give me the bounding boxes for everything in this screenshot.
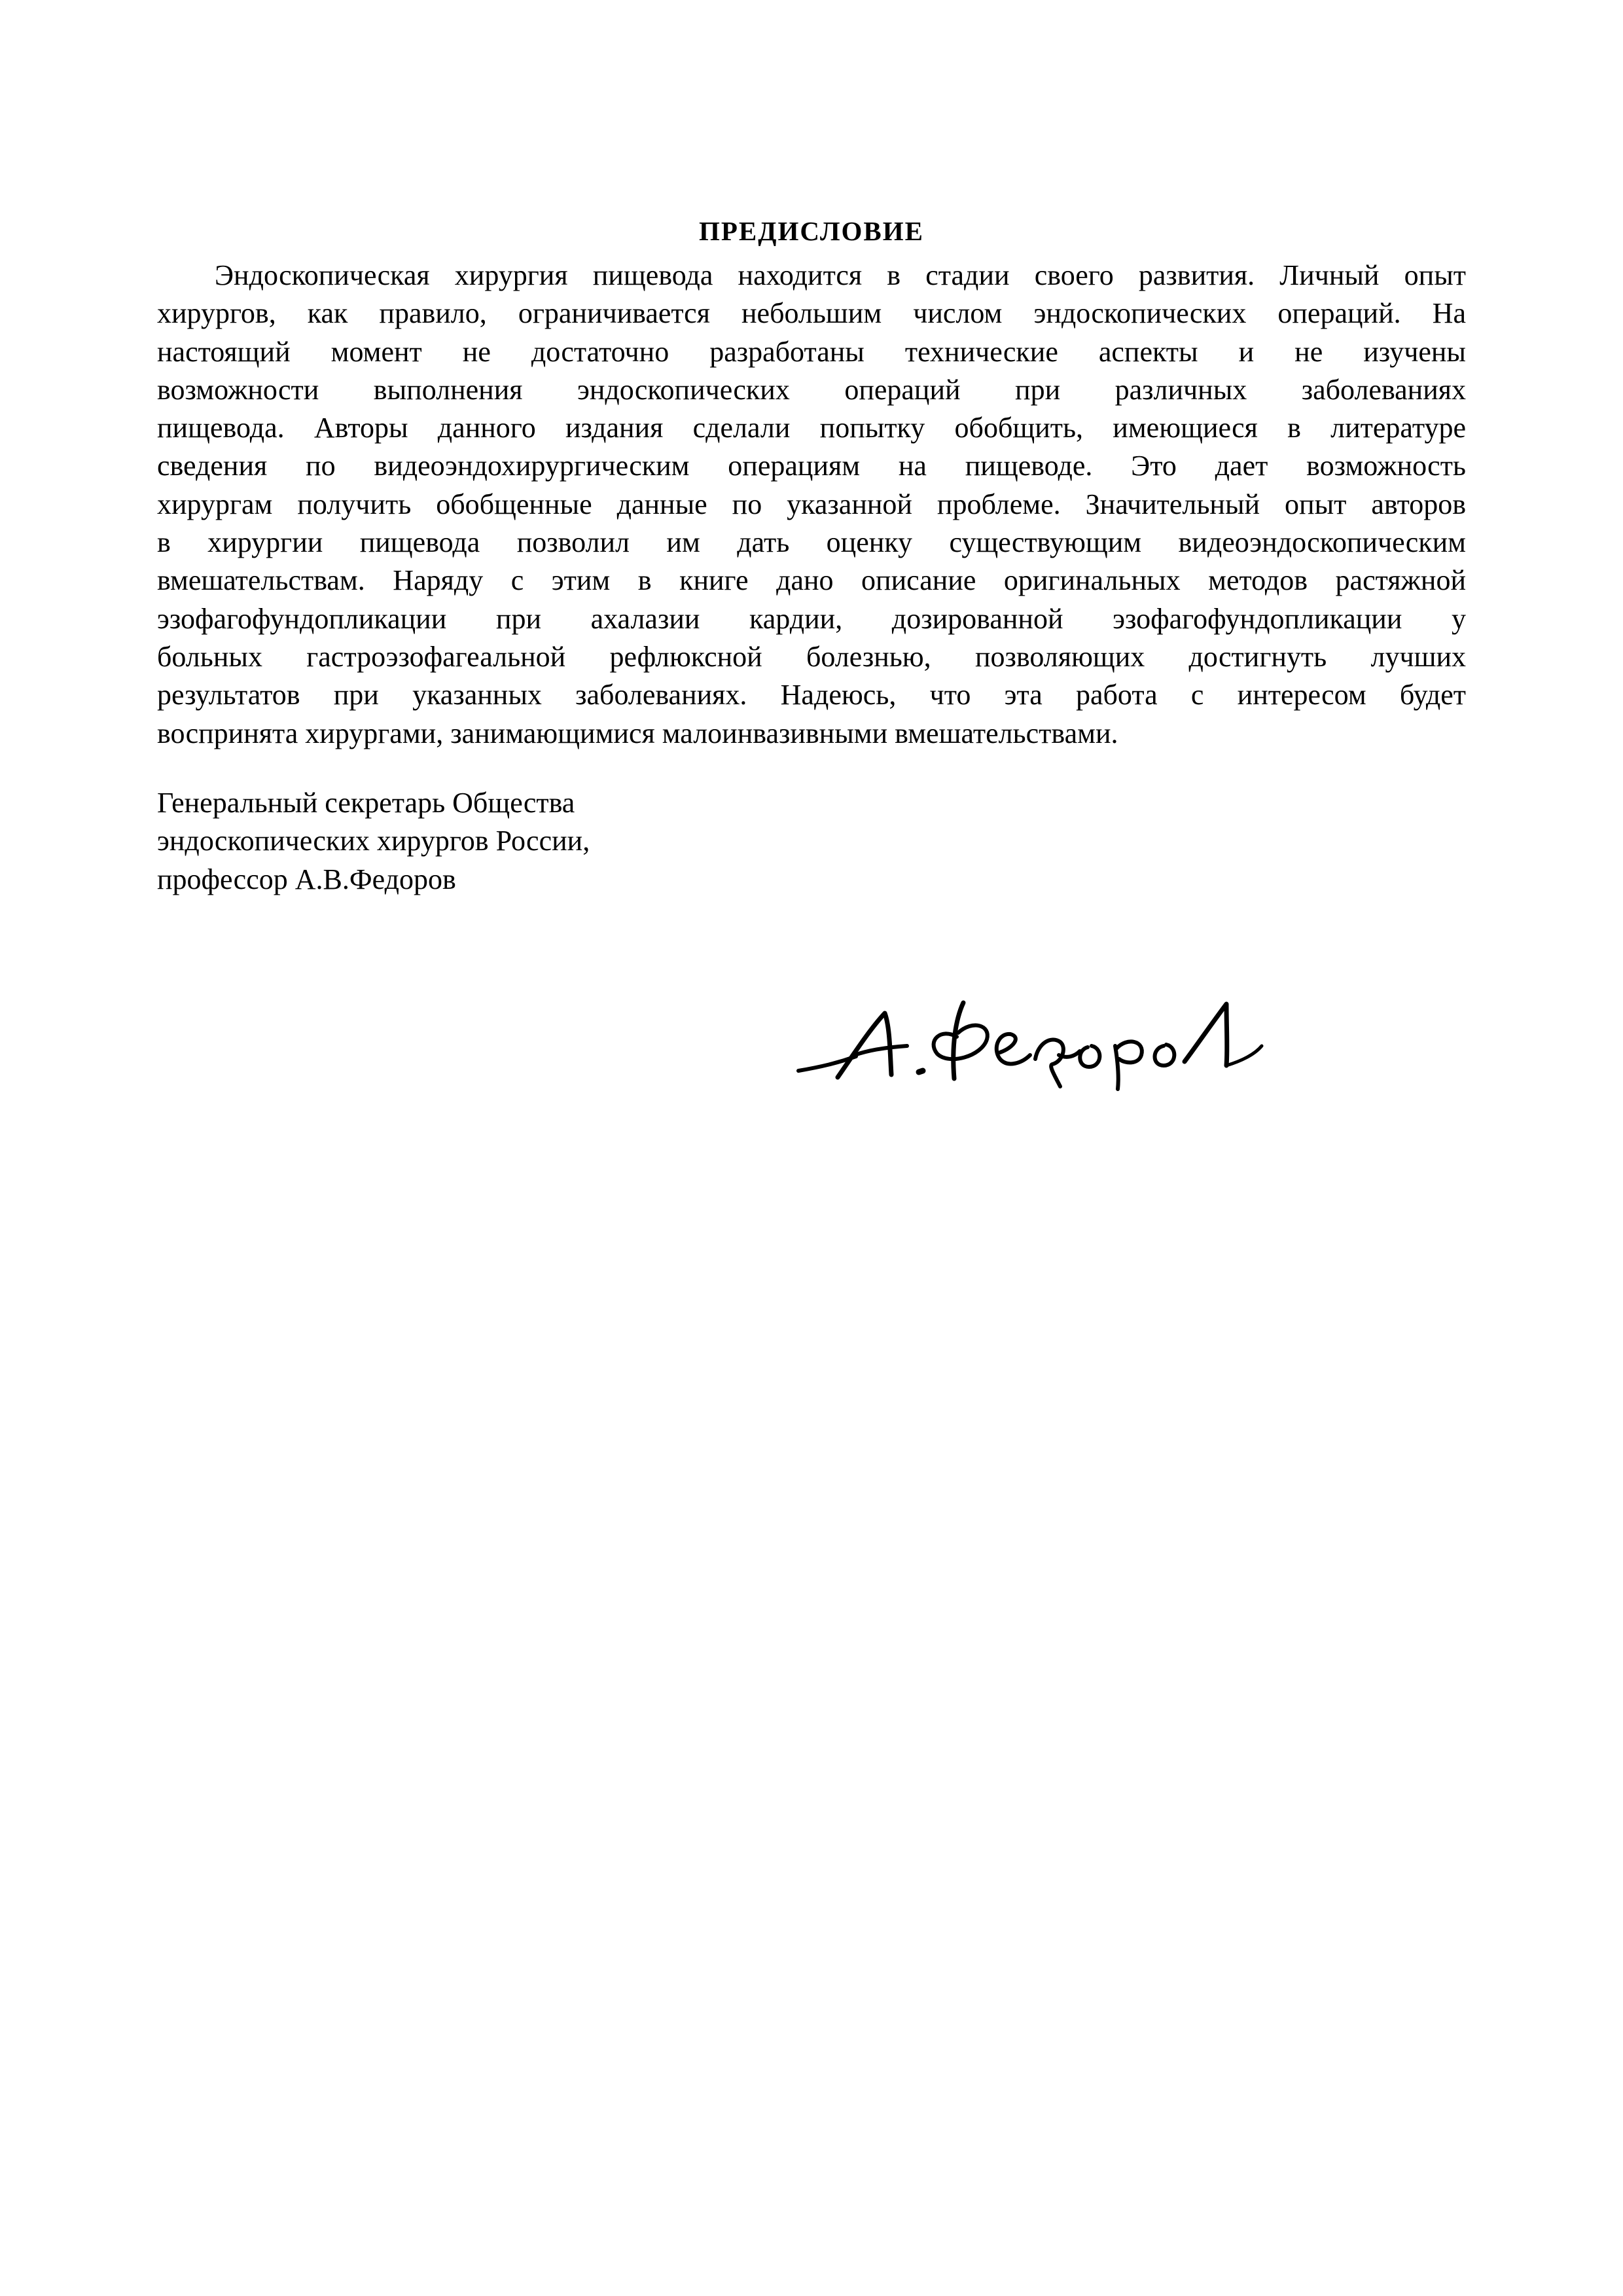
paragraph-line: возможности выполнения эндоскопических операций при различных заболеваниях bbox=[157, 373, 1466, 406]
paragraph-line: эзофагофундопликации при ахалазии кардии, дозированной эзофагофундопликации у bbox=[157, 602, 1466, 635]
paragraph-line: пищевода. Авторы данного издания сделали попытку обобщить, имеющиеся в литературе bbox=[157, 412, 1466, 444]
paragraph-line: хирургам получить обобщенные данные по указанной проблеме. Значительный опыт авторов bbox=[157, 488, 1466, 520]
author-position: Генеральный секретарь Общества bbox=[157, 787, 575, 819]
paragraph-line: воспринята хирургами, занимающимися малоинвазивными вмешательствами. bbox=[157, 717, 1118, 749]
handwritten-signature bbox=[792, 994, 1289, 1092]
paragraph-line: в хирургии пищевода позволил им дать оценку существующим видеоэндоскопическим bbox=[157, 526, 1466, 559]
page-title: ПРЕДИСЛОВИЕ bbox=[699, 216, 924, 246]
preface-paragraph bbox=[157, 257, 1466, 753]
paragraph-line: вмешательствам. Наряду с этим в книге дано описание оригинальных методов растяжной bbox=[157, 564, 1466, 597]
paragraph-line: больных гастроэзофагеальной рефлюксной болезнью, позволяющих достигнуть лучших bbox=[157, 640, 1466, 673]
author-name: профессор А.В.Федоров bbox=[157, 863, 456, 895]
paragraph-line: Эндоскопическая хирургия пищевода находится в стадии своего развития. Личный опыт bbox=[215, 259, 1466, 291]
paragraph-line: настоящий момент не достаточно разработаны технические аспекты и не изучены bbox=[157, 335, 1466, 368]
paragraph-line: результатов при указанных заболеваниях. Надеюсь, что эта работа с интересом будет bbox=[157, 679, 1466, 711]
paragraph-line: хирургов, как правило, ограничивается небольшим числом эндоскопических операций. На bbox=[157, 297, 1466, 330]
author-signature-block bbox=[157, 784, 942, 899]
paragraph-line: сведения по видеоэндохирургическим операциям на пищеводе. Это дает возможность bbox=[157, 450, 1466, 482]
author-organization: эндоскопических хирургов России, bbox=[157, 825, 590, 857]
